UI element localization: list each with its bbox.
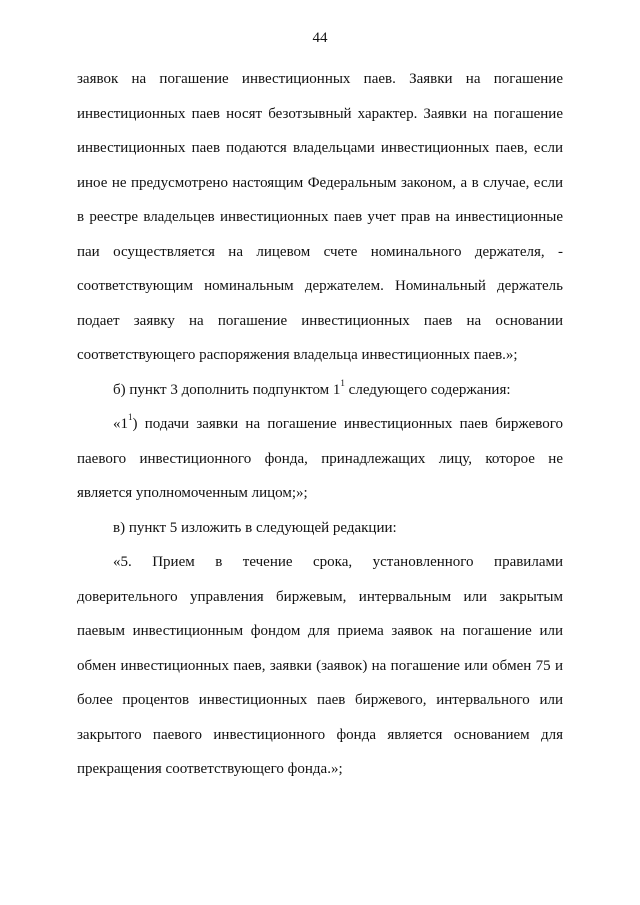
text-line: подает заявку на погашение инвестиционных паев на основании <box>77 312 563 329</box>
paragraph-continuation <box>77 62 563 373</box>
text-line: соответствующего распоряжения владельца инвестиционных паев.»; <box>77 347 518 363</box>
text-line: закрытого паевого инвестиционного фонда является основанием для <box>77 726 563 743</box>
superscript: 1 <box>128 412 133 422</box>
item-v: в) пункт 5 изложить в следующей редакции: <box>113 519 397 536</box>
item-b-text: б) пункт 3 дополнить подпунктом 1 <box>113 381 341 398</box>
document-body <box>77 62 563 787</box>
text-line: заявок на погашение инвестиционных паев. Заявки на погашение <box>77 71 563 87</box>
text-line: доверительного управления биржевым, интервальным или закрытым <box>77 588 563 605</box>
item-b-text-end: следующего содержания: <box>344 381 511 398</box>
text-line: обмен инвестиционных паев, заявки (заявок) на погашение или обмен 75 и <box>77 657 563 674</box>
text-line: в реестре владельцев инвестиционных паев учет прав на инвестиционные <box>77 209 563 225</box>
text-line: иное не предусмотрено настоящим Федеральным законом, а в случае, если <box>77 174 563 191</box>
paragraph-5 <box>77 545 563 787</box>
text-line: паевого инвестиционного фонда, принадлежащих лицу, которое не <box>77 450 563 467</box>
subitem-paragraph <box>77 407 563 511</box>
subitem-text: ) подачи заявки на погашение инвестиционных паев биржевого <box>132 416 563 432</box>
text-line: является уполномоченным лицом;»; <box>77 485 308 501</box>
text-line: инвестиционных паев носят безотзывный характер. Заявки на погашение <box>77 105 563 122</box>
text-line: соответствующим номинальным держателем. Номинальный держатель <box>77 278 563 294</box>
text-line: паевым инвестиционным фондом для приема заявок на погашение или <box>77 623 563 639</box>
superscript: 1 <box>340 377 345 388</box>
text-line: инвестиционных паев подаются владельцами инвестиционных паев, если <box>77 140 563 156</box>
text-line: «5. Прием в течение срока, установленного правилами <box>113 554 563 570</box>
subitem-open: «1 <box>113 416 128 432</box>
text-line: прекращения соответствующего фонда.»; <box>77 761 343 777</box>
page-number: 44 <box>312 30 328 46</box>
text-line: паи осуществляется на лицевом счете номинального держателя, - <box>77 243 563 260</box>
text-line: более процентов инвестиционных паев биржевого, интервального или <box>77 692 563 708</box>
item-b <box>77 373 563 408</box>
text-line <box>77 407 563 442</box>
